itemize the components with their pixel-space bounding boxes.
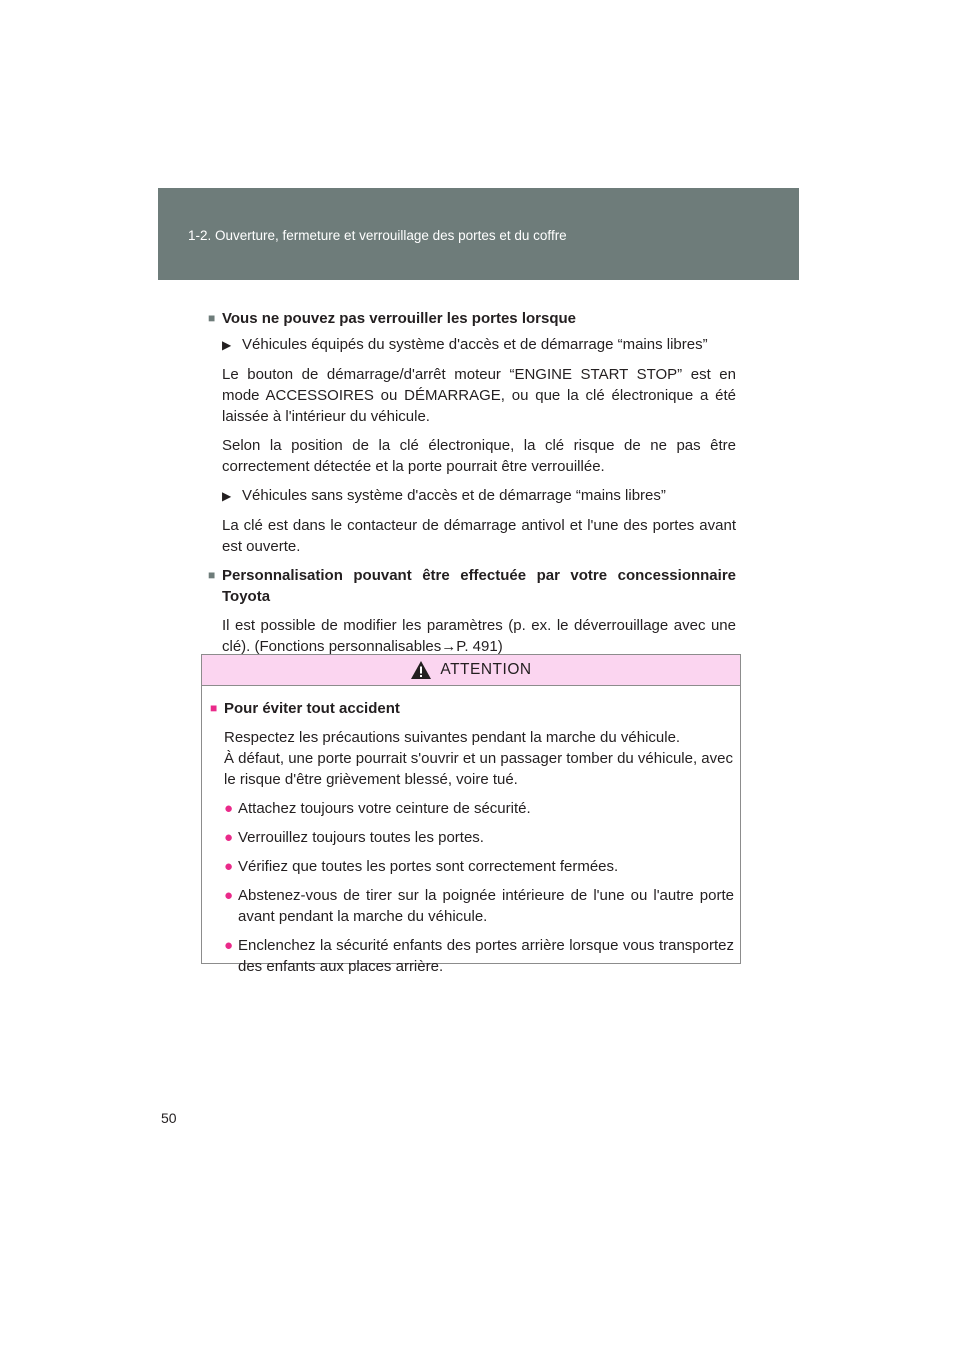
attention-heading: [210, 698, 734, 719]
paragraph: Selon la position de la clé électronique, la clé risque de ne pas être correctement détectée et la porte pourrait être verrouillée.: [222, 437, 736, 475]
attention-box: [201, 654, 741, 975]
list-item: ● Enclenchez la sécurité enfants des portes arrière lorsque vous transportez des enfants aux places arrière.: [224, 937, 734, 975]
list-item: ● Vérifiez que toutes les portes sont correctement fermées.: [224, 858, 619, 875]
circle-bullet-icon: ●: [224, 829, 234, 846]
square-bullet-icon: ■: [210, 701, 218, 715]
attention-body: [202, 686, 740, 977]
attention-line: Respectez les précautions suivantes pendant la marche du véhicule.: [224, 729, 681, 746]
paragraph: Le bouton de démarrage/d'arrêt moteur “ENGINE START STOP” est en mode ACCESSOIRES ou DÉMARRAGE, ou que la clé électronique a été laissée à l'intérieur du véhicule.: [222, 366, 736, 425]
subsection-label-text: Véhicules équipés du système d'accès et de démarrage “mains libres”: [242, 336, 708, 353]
subsection-label: [222, 334, 736, 356]
section-heading-text: Vous ne pouvez pas verrouiller les portes lorsque: [222, 310, 576, 327]
attention-line: À défaut, une porte pourrait s'ouvrir et un passager tomber du véhicule, avec le risque d'être grièvement blessé, voire tué.: [224, 750, 733, 788]
square-bullet-icon: ■: [208, 568, 216, 582]
attention-header: [202, 655, 740, 686]
circle-bullet-icon: ●: [224, 937, 234, 954]
circle-bullet-icon: ●: [224, 887, 234, 904]
square-bullet-icon: ■: [208, 311, 216, 325]
section-header-band: [158, 188, 799, 280]
main-content: [208, 308, 736, 657]
subsection-label-text: Véhicules sans système d'accès et de démarrage “mains libres”: [242, 487, 666, 504]
warning-triangle-icon: [410, 660, 432, 680]
triangle-arrow-icon: ▶: [222, 489, 232, 503]
list-item: ● Verrouillez toujours toutes les portes.: [224, 829, 484, 846]
list-item: ● Attachez toujours votre ceinture de sécurité.: [224, 800, 531, 817]
section-heading: [208, 308, 736, 329]
paragraph: La clé est dans le contacteur de démarrage antivol et l'une des portes avant est ouverte.: [222, 517, 736, 555]
section-heading-text: Personnalisation pouvant être effectuée par votre concessionnaire Toyota: [222, 567, 736, 605]
page-number: 50: [161, 1110, 177, 1126]
list-item: ● Abstenez-vous de tirer sur la poignée intérieure de l'une ou l'autre porte avant pendant la marche du véhicule.: [224, 887, 734, 925]
circle-bullet-icon: ●: [224, 858, 234, 875]
circle-bullet-icon: ●: [224, 800, 234, 817]
section-heading: [208, 565, 736, 607]
attention-heading-text: Pour éviter tout accident: [224, 700, 400, 717]
section-title: 1-2. Ouverture, fermeture et verrouillage des portes et du coffre: [188, 228, 567, 243]
subsection-label: [222, 485, 736, 507]
paragraph: Il est possible de modifier les paramètres (p. ex. le déverrouillage avec une clé). (Fonctions personnalisables→P. 491): [222, 617, 736, 655]
triangle-arrow-icon: ▶: [222, 338, 232, 352]
attention-title: ATTENTION: [440, 661, 532, 678]
